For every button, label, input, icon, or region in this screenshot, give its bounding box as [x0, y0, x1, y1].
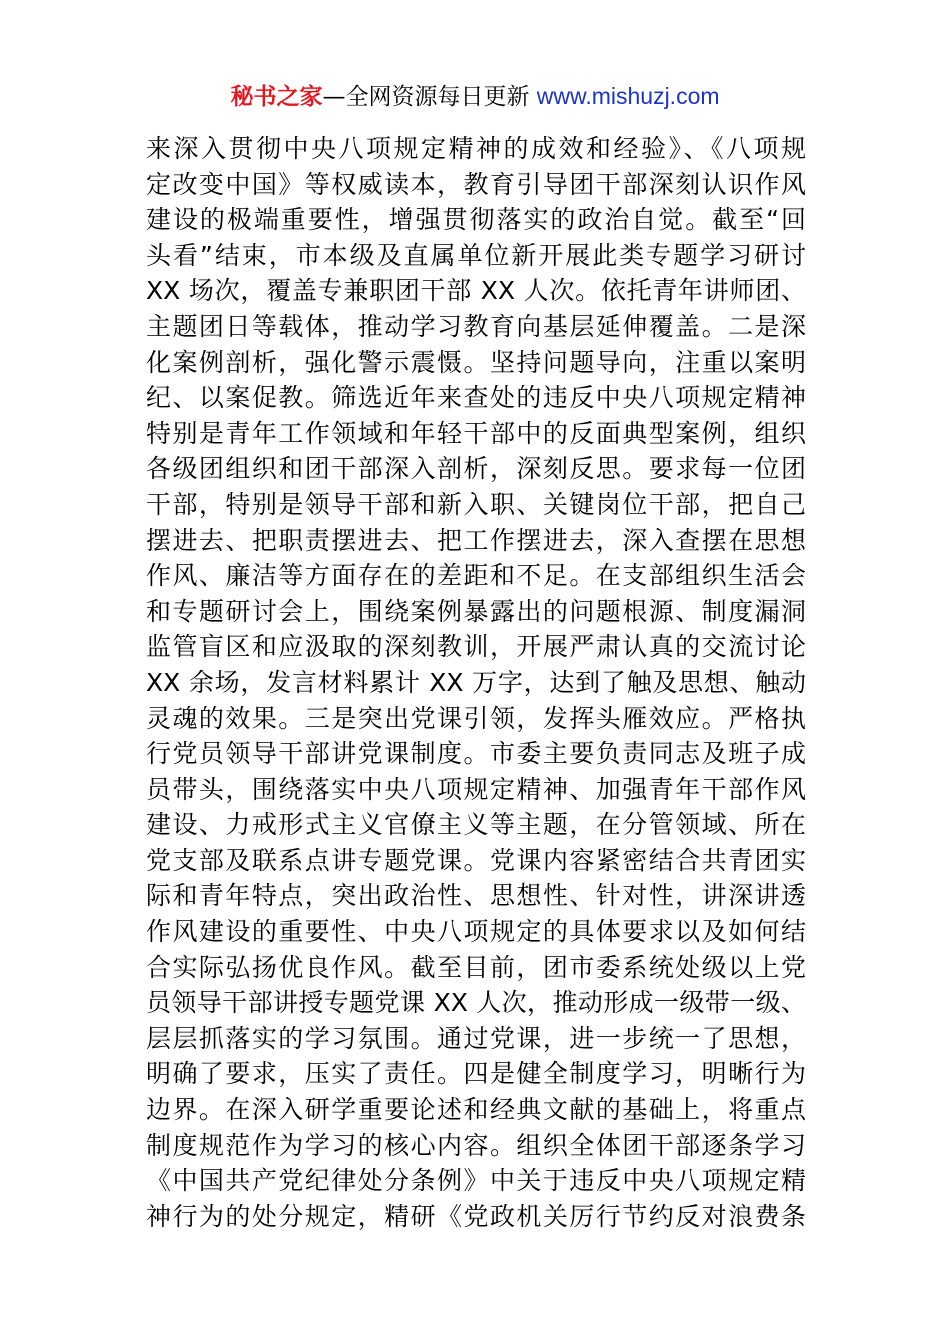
text-line: 各级团组织和团干部深入剖析，深刻反思。要求每一位团	[146, 454, 806, 484]
text-line: 际和青年特点，突出政治性、思想性、针对性，讲深讲透	[146, 881, 806, 911]
text-line: XX 余场，发言材料累计 XX 万字，达到了触及思想、触动	[146, 667, 806, 697]
text-line: 边界。在深入研学重要论述和经典文献的基础上，将重点	[146, 1095, 806, 1125]
text-line: 来深入贯彻中央八项规定精神的成效和经验》、《八项规	[146, 134, 806, 163]
text-line: 建设、力戒形式主义官僚主义等主题，在分管领域、所在	[146, 810, 806, 840]
text-line: XX 场次，覆盖专兼职团干部 XX 人次。依托青年讲师团、	[146, 276, 806, 306]
text-line: 党支部及联系点讲专题党课。党课内容紧密结合共青团实	[146, 845, 806, 875]
text-line: 员带头，围绕落实中央八项规定精神、加强青年干部作风	[146, 774, 806, 804]
text-line: 特别是青年工作领域和年轻干部中的反面典型案例，组织	[146, 418, 806, 448]
text-line: 《中国共产党纪律处分条例》中关于违反中央八项规定精	[146, 1166, 806, 1196]
text-line: 主题团日等载体，推动学习教育向基层延伸覆盖。二是深	[146, 311, 806, 341]
text-line: 干部，特别是领导干部和新入职、关键岗位干部，把自己	[146, 489, 806, 519]
text-line: 头看”结束，市本级及直属单位新开展此类专题学习研讨	[146, 240, 806, 270]
text-line: 员领导干部讲授专题党课 XX 人次，推动形成一级带一级、	[146, 988, 806, 1018]
text-line: 纪、以案促教。筛选近年来查处的违反中央八项规定精神	[146, 383, 806, 413]
text-line: 化案例剖析，强化警示震慑。坚持问题导向，注重以案明	[146, 347, 806, 377]
text-line: 监管盲区和应汲取的深刻教训，开展严肃认真的交流讨论	[146, 632, 806, 662]
text-line: 神行为的处分规定，精研《党政机关厉行节约反对浪费条	[146, 1201, 806, 1231]
text-line: 明确了要求，压实了责任。四是健全制度学习，明晰行为	[146, 1059, 806, 1089]
text-line: 层层抓落实的学习氛围。通过党课，进一步统一了思想，	[146, 1023, 806, 1053]
text-line: 建设的极端重要性，增强贯彻落实的政治自觉。截至“回	[146, 205, 806, 235]
site-brand: 秘书之家	[230, 84, 323, 110]
text-line: 作风、廉洁等方面存在的差距和不足。在支部组织生活会	[146, 561, 806, 591]
text-line: 和专题研讨会上，围绕案例暴露出的问题根源、制度漏洞	[146, 596, 806, 626]
site-tagline: —全网资源每日更新	[322, 84, 537, 110]
text-line: 摆进去、把职责摆进去、把工作摆进去，深入查摆在思想	[146, 525, 806, 555]
text-line: 合实际弘扬优良作风。截至目前，团市委系统处级以上党	[146, 952, 806, 982]
text-line: 作风建设的重要性、中央八项规定的具体要求以及如何结	[146, 917, 806, 947]
site-url-link[interactable]: www.mishuzj.com	[536, 83, 720, 109]
page-header	[0, 80, 950, 113]
text-line: 行党员领导干部讲党课制度。市委主要负责同志及班子成	[146, 739, 806, 769]
text-line: 定改变中国》等权威读本，教育引导团干部深刻认识作风	[146, 169, 806, 199]
text-line: 制度规范作为学习的核心内容。组织全体团干部逐条学习	[146, 1130, 806, 1160]
document-body	[146, 131, 806, 1234]
text-line: 灵魂的效果。三是突出党课引领，发挥头雁效应。严格执	[146, 703, 806, 733]
